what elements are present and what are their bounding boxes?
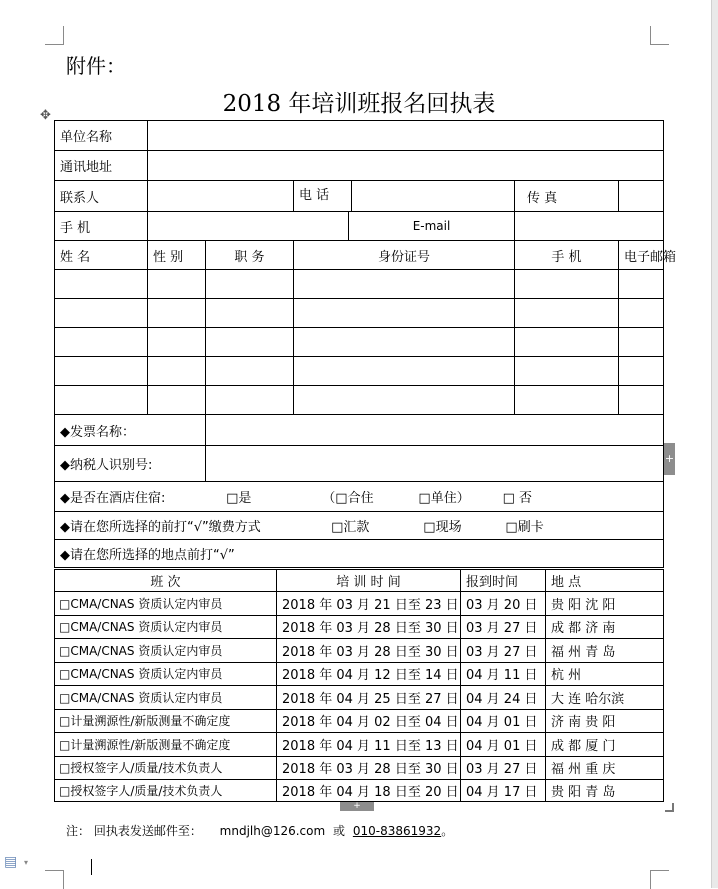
unit-name-field[interactable] xyxy=(148,121,664,151)
attendee-name-field[interactable] xyxy=(55,357,148,386)
attendee-row xyxy=(55,386,664,415)
schedule-row xyxy=(55,733,664,757)
location-cities: 贵 阳 沈 阳 xyxy=(546,592,664,616)
course-option[interactable]: □CMA/CNAS 资质认定内审员 xyxy=(55,662,277,686)
location-cities: 杭 州 xyxy=(546,662,664,686)
col-header-position: 职 务 xyxy=(206,241,294,270)
schedule-row xyxy=(55,615,664,639)
course-option[interactable]: □授权签字人/质量/技术负责人 xyxy=(55,756,277,780)
location-cities: 大 连 哈尔滨 xyxy=(546,686,664,710)
table-move-handle-icon[interactable]: ✥ xyxy=(40,108,51,123)
location-cities: 贵 阳 青 岛 xyxy=(546,780,664,802)
taxpayer-id-field[interactable] xyxy=(206,446,664,482)
checkin-date: 03 月 27 日 xyxy=(461,756,546,780)
schedule-header-location: 地 点 xyxy=(546,570,664,592)
note-end: 。 xyxy=(441,824,454,838)
email-label: E-mail xyxy=(349,212,515,241)
location-cities: 济 南 贵 阳 xyxy=(546,709,664,733)
margin-corner-bottom-left xyxy=(45,870,64,889)
attendee-id-field[interactable] xyxy=(294,299,515,328)
hotel-label: ◆是否在酒店住宿: xyxy=(60,491,166,506)
training-dates: 2018 年 04 月 02 日至 04 日 xyxy=(277,709,461,733)
course-option[interactable]: □授权签字人/质量/技术负责人 xyxy=(55,780,277,802)
mobile-label: 手 机 xyxy=(55,212,148,241)
mobile-field[interactable] xyxy=(148,212,349,241)
unit-name-label: 单位名称 xyxy=(55,121,148,151)
note-email: mndjlh@126.com xyxy=(219,824,326,838)
attendee-email-field[interactable] xyxy=(619,386,664,415)
attendee-name-field[interactable] xyxy=(55,270,148,299)
attendee-mobile-field[interactable] xyxy=(515,386,619,415)
payment-option-transfer[interactable]: □汇款 xyxy=(331,520,370,535)
page-edge xyxy=(711,0,718,888)
schedule-row xyxy=(55,686,664,710)
phone-label-cell xyxy=(294,181,515,212)
note-phone: 010-83861932 xyxy=(352,824,442,838)
footer-note xyxy=(66,822,453,839)
checkin-date: 03 月 20 日 xyxy=(461,592,546,616)
attendee-mobile-field[interactable] xyxy=(515,270,619,299)
attendee-mobile-field[interactable] xyxy=(515,357,619,386)
margin-corner-top-left xyxy=(45,26,64,45)
training-dates: 2018 年 03 月 28 日至 30 日 xyxy=(277,756,461,780)
training-dates: 2018 年 03 月 28 日至 30 日 xyxy=(277,615,461,639)
attendee-email-field[interactable] xyxy=(619,357,664,386)
checkin-date: 04 月 11 日 xyxy=(461,662,546,686)
payment-label: ◆请在您所选择的前打“√”缴费方式 xyxy=(60,520,261,535)
attendee-gender-field[interactable] xyxy=(148,270,206,299)
attendee-id-field[interactable] xyxy=(294,386,515,415)
checkin-date: 04 月 17 日 xyxy=(461,780,546,802)
attendee-email-field[interactable] xyxy=(619,270,664,299)
hotel-option-no[interactable]: □ 否 xyxy=(502,491,532,506)
attendee-name-field[interactable] xyxy=(55,386,148,415)
schedule-row xyxy=(55,709,664,733)
course-option[interactable]: □CMA/CNAS 资质认定内审员 xyxy=(55,639,277,663)
phone-label: 电 话 xyxy=(294,181,352,211)
attendee-row xyxy=(55,328,664,357)
location-cities: 福 州 青 岛 xyxy=(546,639,664,663)
registration-form-table xyxy=(54,120,677,568)
location-instruction: ◆请在您所选择的地点前打“√” xyxy=(55,540,664,568)
hotel-option-yes[interactable]: □是 xyxy=(226,491,252,506)
schedule-header-training-time: 培 训 时 间 xyxy=(277,570,461,592)
attendee-mobile-field[interactable] xyxy=(515,299,619,328)
training-dates: 2018 年 04 月 18 日至 20 日 xyxy=(277,780,461,802)
attendee-gender-field[interactable] xyxy=(148,328,206,357)
margin-corner-top-right xyxy=(650,26,669,45)
attendee-position-field[interactable] xyxy=(206,386,294,415)
page-title: 2018 年培训班报名回执表 xyxy=(222,91,496,117)
margin-corner-bottom-right xyxy=(650,870,669,889)
text-cursor xyxy=(91,859,92,875)
schedule-row xyxy=(55,780,664,802)
attendee-id-field[interactable] xyxy=(294,270,515,299)
payment-option-onsite[interactable]: □现场 xyxy=(423,520,462,535)
attendee-position-field[interactable] xyxy=(206,299,294,328)
schedule-header-checkin: 报到时间 xyxy=(461,570,546,592)
course-option[interactable]: □CMA/CNAS 资质认定内审员 xyxy=(55,686,277,710)
checkin-date: 03 月 27 日 xyxy=(461,639,546,663)
add-row-handle[interactable]: + xyxy=(340,802,374,811)
contact-field[interactable] xyxy=(148,181,294,212)
fax-field[interactable] xyxy=(619,181,664,212)
address-label: 通讯地址 xyxy=(55,151,148,181)
attendee-row xyxy=(55,270,664,299)
payment-row xyxy=(55,512,664,540)
attendee-gender-field[interactable] xyxy=(148,386,206,415)
attendee-position-field[interactable] xyxy=(206,328,294,357)
taxpayer-id-label: ◆纳税人识别号: xyxy=(55,446,206,482)
note-prefix: 注： 回执表发送邮件至： xyxy=(66,824,202,838)
col-header-email: 电子邮箱 xyxy=(619,241,664,270)
add-column-handle[interactable]: + xyxy=(664,443,675,475)
attendee-id-field[interactable] xyxy=(294,357,515,386)
attendee-id-field[interactable] xyxy=(294,328,515,357)
course-schedule-table xyxy=(54,569,664,802)
col-header-mobile: 手 机 xyxy=(515,241,619,270)
checkin-date: 04 月 01 日 xyxy=(461,733,546,757)
attendee-position-field[interactable] xyxy=(206,357,294,386)
training-dates: 2018 年 04 月 25 日至 27 日 xyxy=(277,686,461,710)
checkin-date: 04 月 24 日 xyxy=(461,686,546,710)
invoice-name-label: ◆发票名称： xyxy=(55,415,206,446)
col-header-name: 姓 名 xyxy=(55,241,148,270)
attendee-row xyxy=(55,357,664,386)
course-option[interactable]: □CMA/CNAS 资质认定内审员 xyxy=(55,615,277,639)
schedule-row xyxy=(55,639,664,663)
course-option[interactable]: □计量溯源性/新版测量不确定度 xyxy=(55,709,277,733)
address-field[interactable] xyxy=(148,151,664,181)
chevron-down-icon[interactable]: ▾ xyxy=(24,858,29,867)
document-icon[interactable]: ▤ xyxy=(4,854,18,870)
attendee-gender-field[interactable] xyxy=(148,299,206,328)
training-dates: 2018 年 03 月 21 日至 23 日 xyxy=(277,592,461,616)
hotel-option-shared[interactable]: （□合住 xyxy=(322,491,374,506)
training-dates: 2018 年 03 月 28 日至 30 日 xyxy=(277,639,461,663)
schedule-header-course: 班 次 xyxy=(55,570,277,592)
fax-label: 传 真 xyxy=(515,181,619,212)
course-option[interactable]: □计量溯源性/新版测量不确定度 xyxy=(55,733,277,757)
hotel-option-single[interactable]: □单住） xyxy=(418,491,470,506)
note-or: 或 xyxy=(333,824,346,838)
attendee-name-field[interactable] xyxy=(55,299,148,328)
schedule-row xyxy=(55,662,664,686)
location-cities: 福 州 重 庆 xyxy=(546,756,664,780)
col-header-gender: 性 别 xyxy=(148,241,206,270)
location-cities: 成 都 济 南 xyxy=(546,615,664,639)
invoice-name-field[interactable] xyxy=(206,415,664,446)
attendee-position-field[interactable] xyxy=(206,270,294,299)
location-cities: 成 都 厦 门 xyxy=(546,733,664,757)
schedule-row xyxy=(55,592,664,616)
training-dates: 2018 年 04 月 12 日至 14 日 xyxy=(277,662,461,686)
schedule-row xyxy=(55,756,664,780)
email-field[interactable] xyxy=(515,212,664,241)
hotel-row xyxy=(55,482,664,512)
table-resize-handle[interactable] xyxy=(665,803,674,812)
training-dates: 2018 年 04 月 11 日至 13 日 xyxy=(277,733,461,757)
col-header-id-number: 身份证号 xyxy=(294,241,515,270)
attendee-gender-field[interactable] xyxy=(148,357,206,386)
checkin-date: 04 月 01 日 xyxy=(461,709,546,733)
checkin-date: 03 月 27 日 xyxy=(461,615,546,639)
attendee-email-field[interactable] xyxy=(619,328,664,357)
payment-option-card[interactable]: □刷卡 xyxy=(505,520,544,535)
attendee-name-field[interactable] xyxy=(55,328,148,357)
attendee-mobile-field[interactable] xyxy=(515,328,619,357)
contact-label: 联系人 xyxy=(55,181,148,212)
attendee-row xyxy=(55,299,664,328)
attachment-label: 附件： xyxy=(66,54,126,78)
course-option[interactable]: □CMA/CNAS 资质认定内审员 xyxy=(55,592,277,616)
attendee-email-field[interactable] xyxy=(619,299,664,328)
